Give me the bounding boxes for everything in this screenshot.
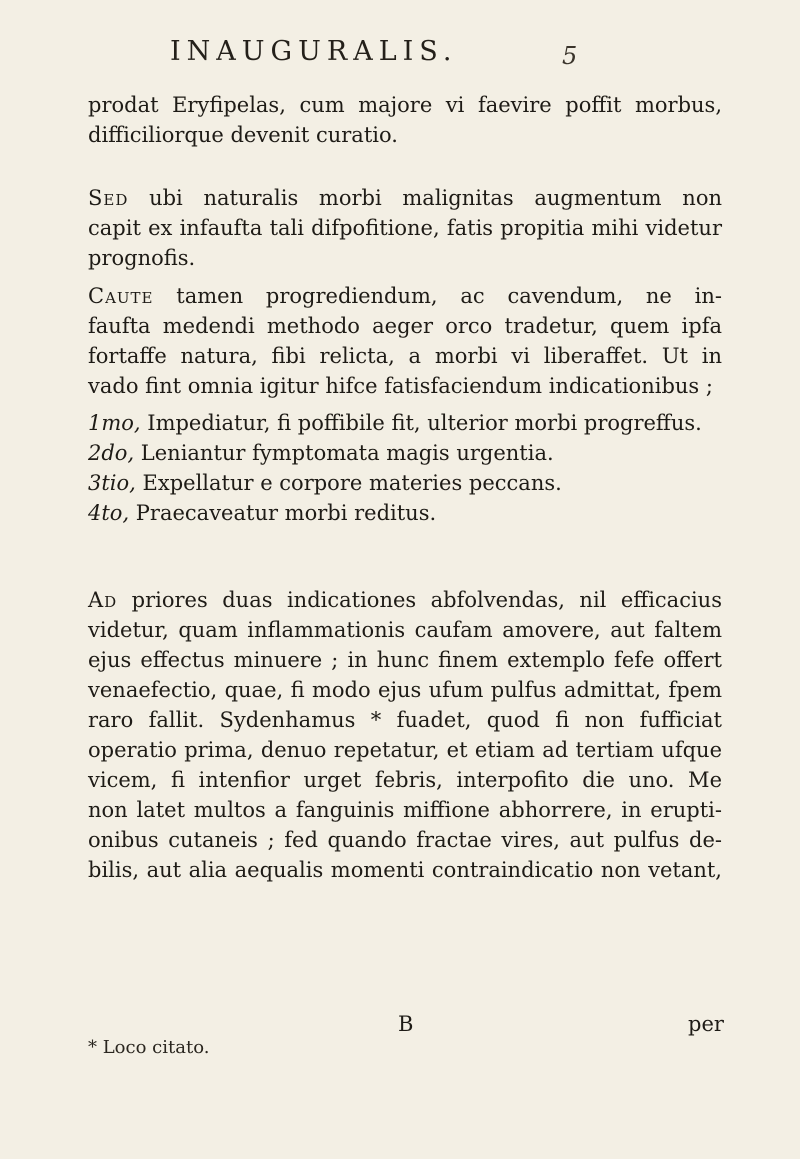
paragraph-2 [88, 183, 722, 273]
page-number: 5 [562, 42, 578, 70]
text-line: non latet multos a fanguinis miffione abhorrere, in erupti- [88, 798, 722, 822]
text-line: ejus effectus minuere ; in hunc finem extemplo fefe offert [88, 648, 722, 672]
text-line: prognofis. [88, 246, 196, 270]
running-title: INAUGURALIS. [170, 36, 458, 67]
text-line: fortaffe natura, fibi relicta, a morbi vi liberaffet. Ut in [88, 344, 722, 368]
text-line: capit ex infaufta tali difpofitione, fatis propitia mihi videtur [88, 216, 722, 240]
text-line-rest: priores duas indicationes abfolvendas, nil efficacius [117, 588, 722, 612]
paragraph-1 [88, 90, 722, 150]
paragraph-4 [88, 585, 722, 885]
text-line [88, 183, 722, 213]
list-item-number: 4to, [88, 501, 130, 525]
list-item-text: Leniantur fymptomata magis urgentia. [134, 441, 554, 465]
list-item [88, 498, 722, 528]
list-item-text: Expellatur e corpore materies peccans. [135, 471, 562, 495]
text-line: faufta medendi methodo aeger orco tradetur, quem ipfa [88, 314, 722, 338]
text-line-rest: ubi naturalis morbi malignitas augmentum non [128, 186, 722, 210]
list-item [88, 408, 722, 438]
list-item-number: 2do, [88, 441, 135, 465]
text-line: bilis, aut alia aequalis momenti contraindicatio non vetant, [88, 858, 722, 882]
paragraph-lead-word: Caute [88, 284, 154, 308]
paragraph-lead-word: Ad [88, 588, 118, 612]
list-item [88, 468, 722, 498]
text-line: raro fallit. Sydenhamus * fuadet, quod fi non fufficiat [88, 708, 722, 732]
indications-list [88, 408, 722, 528]
list-item-text: Impediatur, fi poffibile fit, ulterior morbi progreffus. [140, 411, 702, 435]
signature-mark: B [398, 1012, 414, 1036]
text-line: onibus cutaneis ; fed quando fractae vires, aut pulfus de- [88, 828, 722, 852]
paragraph-3 [88, 281, 722, 401]
list-item [88, 438, 722, 468]
footnote: * Loco citato. [88, 1037, 210, 1058]
text-line: prodat Eryfipelas, cum majore vi faevire poffit morbus, [88, 93, 722, 117]
text-line: operatio prima, denuo repetatur, et etiam ad tertiam ufque [88, 738, 722, 762]
text-line-rest: tamen progrediendum, ac cavendum, ne in- [153, 284, 722, 308]
text-line: vicem, fi intenfior urget febris, interpofito die uno. Me [88, 768, 722, 792]
paragraph-lead-word: Sed [88, 186, 129, 210]
list-item-number: 1mo, [88, 411, 141, 435]
catchword: per [688, 1012, 724, 1036]
text-line [88, 281, 722, 311]
text-line: venaefectio, quae, fi modo ejus ufum pulfus admittat, fpem [88, 678, 722, 702]
text-line [88, 585, 722, 615]
text-line: vado fint omnia igitur hifce fatisfaciendum indicationibus ; [88, 374, 713, 398]
list-item-number: 3tio, [88, 471, 136, 495]
text-line: difficiliorque devenit curatio. [88, 123, 398, 147]
text-line: videtur, quam inflammationis caufam amovere, aut faltem [88, 618, 722, 642]
list-item-text: Praecaveatur morbi reditus. [129, 501, 437, 525]
